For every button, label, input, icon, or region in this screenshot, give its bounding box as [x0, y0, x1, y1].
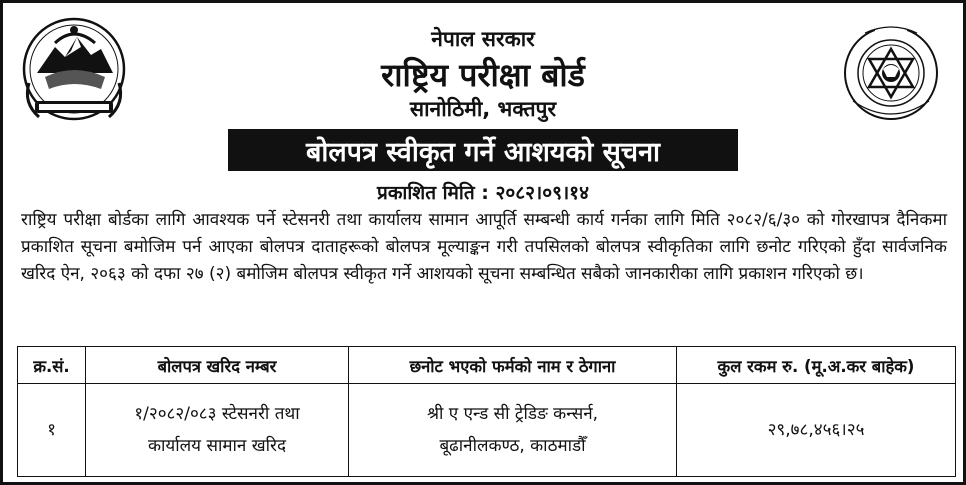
notice-body-text: राष्ट्रिय परीक्षा बोर्डका लागि आवश्यक पर्ने स्टेसनरी तथा कार्यालय सामान आपूर्ति सम्बन्धी कार्य गर्नका लागि मिति २०८२/६/३० को गोरखापत्र दैनिकमा प्रकाशित सूचना बमोजिम पर्न आएका बोलपत्र दाताहरूको बोलपत्र मूल्याङ्कन गरी तपसिलको बोलपत्र स्वीकृतिका लागि छनोट गरिएको हुँदा सार्वजनिक खरिद ऐन, २०६३ को दफा २७ (२) बमोजिम बोलपत्र स्वीकृत गर्ने आशयको सूचना सम्बन्धित सबैको जानकारीका लागि प्रकाशन गरिएको छ।: [21, 210, 947, 284]
column-header-bid-number: बोलपत्र खरिद नम्बर: [86, 347, 349, 384]
bid-number-line2: कार्यालय सामान खरिद: [147, 436, 287, 456]
government-name: नेपाल सरकार: [431, 27, 535, 51]
cell-bid-number: [86, 384, 349, 477]
cell-firm: [349, 384, 677, 477]
board-location: सानोठिमी, भक्तपुर: [409, 97, 557, 121]
firm-name: श्री ए एन्ड सी ट्रेडिङ कन्सर्न,: [426, 404, 599, 424]
bid-number-line1: १/२०८२/०८३ स्टेसनरी तथा: [134, 404, 300, 424]
cell-serial-number: १: [18, 384, 86, 477]
column-header-firm: छनोट भएको फर्मको नाम र ठेगाना: [349, 347, 677, 384]
table-header-row: [18, 347, 956, 384]
cell-amount: २९,७८,४५६।२५: [677, 384, 956, 477]
published-date: प्रकाशित मिति : २०८२।०९।१४: [377, 182, 589, 204]
notice-title-banner: [228, 129, 738, 171]
firm-address: बूढानीलकण्ठ, काठमाडौँ: [439, 436, 586, 456]
notice-title: बोलपत्र स्वीकृत गर्ने आशयको सूचना: [305, 136, 661, 168]
board-name: राष्ट्रिय परीक्षा बोर्ड: [381, 56, 585, 94]
column-header-serial: क्र.सं.: [18, 347, 86, 384]
table-row: [18, 384, 956, 477]
column-header-amount: कुल रकम रु. (मू.अ.कर बाहेक): [677, 347, 956, 384]
approved-bid-table: [17, 346, 956, 477]
